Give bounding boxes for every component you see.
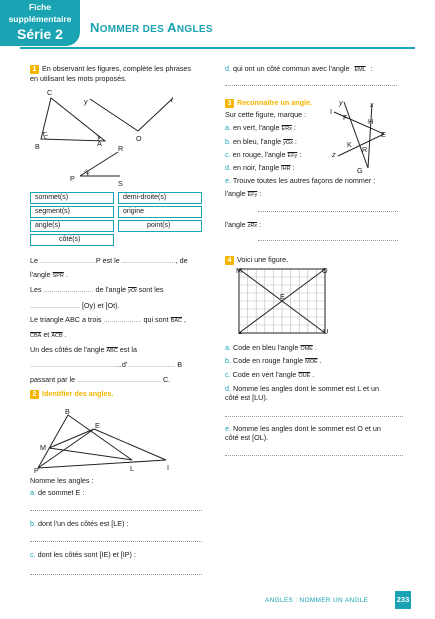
- label-z3: z: [332, 150, 336, 159]
- ex3-c: c. en rouge, l'angle $\overline{EFy}$ :: [225, 150, 302, 159]
- answer-line-4e[interactable]: [225, 455, 403, 456]
- ex1-instruction: 1 En observant les figures, complète les phrases en utilisant les mots proposés.: [30, 64, 192, 83]
- page-title: NOMMER DES ANGLES: [90, 20, 213, 35]
- label-r: R: [118, 144, 124, 153]
- label-l2: L: [130, 464, 134, 473]
- ex2-figure: [30, 408, 190, 478]
- word-sommet: sommet(s): [30, 192, 114, 204]
- ex3-e: e. Trouve toutes les autres façons de nommer :: [225, 176, 376, 185]
- label-f3: F: [343, 113, 348, 122]
- label-y: y: [84, 97, 88, 106]
- label-c: C: [47, 88, 53, 97]
- answer-line-3e1[interactable]: [258, 211, 398, 212]
- badge-fiche: Fiche: [28, 2, 52, 12]
- word-origine: origine: [118, 206, 202, 218]
- ex4-c: c. Code en vert l'angle $\overline{OUE}$ .: [225, 370, 315, 379]
- sentence-3: Le triangle ABC a trois ................... qui sont $\overline{BAC}$ ,: [30, 314, 186, 324]
- label-b: B: [35, 142, 40, 151]
- ex4-e: e. Nomme les angles dont le sommet est O et un côté est [OL).: [225, 424, 381, 442]
- label-i2: I: [167, 463, 169, 472]
- label-g3: G: [357, 166, 363, 175]
- answer-line-2b[interactable]: [30, 541, 202, 542]
- ex1-number: 1: [30, 65, 39, 74]
- label-o4: O: [322, 266, 328, 275]
- label-e4: E: [280, 292, 285, 301]
- label-s: S: [118, 179, 123, 188]
- ex4-b: b. Code en rouge l'angle $\overline{MOE}$ .: [225, 356, 322, 365]
- label-p2: P: [34, 466, 39, 475]
- label-y3: y: [339, 98, 343, 107]
- ex3-d: d. en noir, l'angle $\overline{IHR}$ :: [225, 163, 295, 172]
- answer-line-2a[interactable]: [30, 510, 202, 511]
- label-t: t: [171, 95, 173, 104]
- page-number: 233: [395, 591, 411, 609]
- ex4-grid-figure: [235, 265, 335, 340]
- sentence-1: Le ............................P est le ..........................., de: [30, 256, 188, 265]
- word-point: point(s): [118, 220, 202, 232]
- ex2-b: b. dont l'un des côtés est [LE) :: [30, 519, 129, 528]
- ex3-e2: l'angle $\overline{zRx}$ :: [225, 220, 262, 229]
- label-a: A: [97, 139, 102, 148]
- word-cote: côté(s): [30, 234, 114, 246]
- label-x3: x: [370, 100, 374, 109]
- series-badge: [0, 0, 80, 46]
- label-u4: U: [323, 327, 329, 336]
- ex2-question: Nomme les angles :: [30, 476, 94, 485]
- ex2-a: a. de sommet E :: [30, 488, 85, 497]
- header-divider: [20, 47, 415, 49]
- answer-line-3e2[interactable]: [258, 240, 398, 241]
- answer-line-2c[interactable]: [30, 574, 202, 575]
- label-k3: K: [347, 140, 352, 149]
- label-h3: H: [368, 117, 374, 126]
- ex3-e1: l'angle $\overline{EFy}$ :: [225, 189, 262, 198]
- answer-line-2d[interactable]: [225, 85, 397, 86]
- ex2-d: d. qui ont un côté commun avec l'angle $\overline{EML}$ :: [225, 64, 373, 73]
- label-e3: E: [381, 130, 386, 139]
- word-demi-droite: demi-droite(s): [118, 192, 202, 204]
- ex1-sentences: Le ............................P est le ..........................., de l'angle $\overline{SPR}$ . Les ......................... de l'angle $\overline{yOt}$ sont les ......................... [Oy) et [Ot). Le triangle ABC a trois ................... qui sont $\overline{BAC}$ , $\overline{CBA}$ et $\overline{ACB}$ . Un des côtés de l'angle $\overline{ABC}$ est la ..............................................d'........................ B passant par le .......................................... C.: [30, 254, 210, 387]
- label-l4: L: [238, 327, 242, 336]
- ex1-figures: [30, 84, 220, 189]
- triangle-abc: [41, 98, 105, 141]
- label-o: O: [136, 134, 142, 143]
- badge-serie: Série 2: [17, 26, 63, 42]
- label-i3: I: [330, 107, 332, 116]
- sentence-4: Un des côtés de l'angle $\overline{ABC}$ est la: [30, 345, 137, 355]
- ex3-a: a. en vert, l'angle $\overline{ERx}$ :: [225, 123, 296, 132]
- word-segment: segment(s): [30, 206, 114, 218]
- answer-line-4d[interactable]: [225, 416, 403, 417]
- word-angle: angle(s): [30, 220, 114, 232]
- ex3-intro: Sur cette figure, marque :: [225, 110, 307, 119]
- sentence-2: Les ......................... de l'angle $\overline{yOt}$ sont les: [30, 285, 164, 295]
- footer-text: ANGLES : NOMMER UN ANGLE: [265, 597, 369, 604]
- label-p: P: [70, 174, 75, 183]
- ex2-title: 2 Identifier des angles.: [30, 389, 114, 399]
- ex3-title: 3 Reconnaître un angle.: [225, 98, 312, 108]
- label-r3: R: [362, 145, 368, 154]
- label-b2: B: [65, 407, 70, 416]
- label-m2: M: [40, 443, 46, 452]
- ex2-c: c. dont les côtés sont [IE) et [IP) :: [30, 550, 136, 559]
- ex4-title: 4 Voici une figure.: [225, 255, 288, 265]
- ex3-b: b. en bleu, l'angle $\overline{yGx}$ :: [225, 137, 297, 146]
- ex4-a: a. Code en bleu l'angle $\overline{OME}$ .: [225, 343, 317, 352]
- badge-supplementaire: supplémentaire: [8, 14, 72, 24]
- label-m4: M: [236, 266, 242, 275]
- label-e2: E: [95, 421, 100, 430]
- ex4-d: d. Nomme les angles dont le sommet est L et un côté est [LU).: [225, 384, 379, 402]
